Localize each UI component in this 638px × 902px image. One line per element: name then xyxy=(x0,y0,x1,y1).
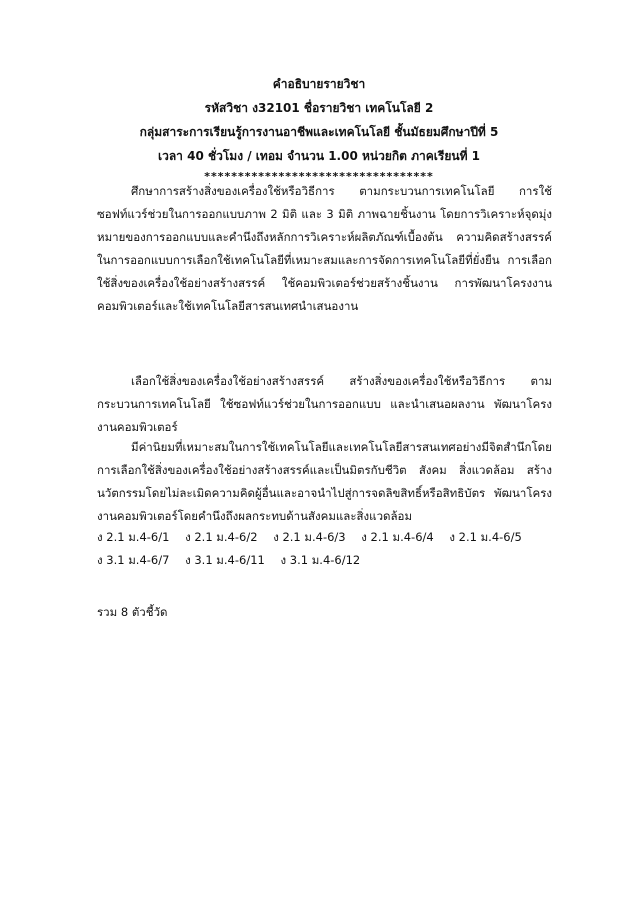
paragraph-values: มีค่านิยมที่เหมาะสมในการใช้เทคโนโลยีและเทคโนโลยีสารสนเทศอย่างมีจิตสำนึกโดยการเลือกใช้สิ่งของเครื่องใช้อย่างสร้างสรรค์และเป็นมิตรกับชีวิต สังคม สิ่งแวดล้อม สร้างนวัตกรรมโดยไม่ละเมิดความคิดผู้อื่นและอาจนำไปสู่การจดลิขสิทธิ์หรือสิทธิบัตร พัฒนาโครงงานคอมพิวเตอร์โดยคำนึงถึงผลกระทบด้านสังคมและสิ่งแวดล้อม xyxy=(97,440,552,523)
document-header xyxy=(0,72,638,186)
document-title: คำอธิบายรายวิชา xyxy=(272,77,366,91)
paragraph-study: ศึกษาการสร้างสิ่งของเครื่องใช้หรือวิธีการ ตามกระบวนการเทคโนโลยี การใช้ซอฟท์แวร์ช่วยในการออกแบบภาพ 2 มิติ และ 3 มิติ ภาพฉายชิ้นงาน โดยการวิเคราะห์จุดมุ่งหมายของการออกแบบและคำนึงถึงหลักการวิเคราะห์ผลิตภัณฑ์เบื้องต้น ความคิดสร้างสรรค์ ในการออกแบบการเลือกใช้เทคโนโลยีที่เหมาะสมและการจัดการเทคโนโลยีที่ยั่งยืน การเลือกใช้สิ่งของเครื่องใช้อย่างสร้างสรรค์ ใช้คอมพิวเตอร์ช่วยสร้างชิ้นงาน การพัฒนาโครงงานคอมพิวเตอร์และใช้เทคโนโลยีสารสนเทศนำเสนองาน xyxy=(97,184,552,313)
subject-group-line: กลุ่มสาระการเรียนรู้การงานอาชีพและเทคโนโลยี ชั้นมัธยมศึกษาปีที่ 5 xyxy=(139,125,499,139)
indicator-code: ง 2.1 ม.4-6/1 xyxy=(97,530,170,544)
time-credit-line: เวลา 40 ชั่วโมง / เทอม จำนวน 1.00 หน่วยกิต ภาคเรียนที่ 1 xyxy=(157,149,481,163)
indicator-code: ง 2.1 ม.4-6/5 xyxy=(449,530,522,544)
indicator-code: ง 2.1 ม.4-6/3 xyxy=(273,530,346,544)
indicator-total: รวม 8 ตัวชี้วัด xyxy=(97,605,168,619)
indicator-code: ง 2.1 ม.4-6/2 xyxy=(185,530,258,544)
paragraph-skills: เลือกใช้สิ่งของเครื่องใช้อย่างสร้างสรรค์ สร้างสิ่งของเครื่องใช้หรือวิธีการ ตามกระบวนการเทคโนโลยี ใช้ซอฟท์แวร์ช่วยในการออกแบบ และนำเสนอผลงาน พัฒนาโครงงานคอมพิวเตอร์ xyxy=(97,374,552,434)
indicator-code: ง 3.1 ม.4-6/12 xyxy=(280,553,361,567)
indicator-code: ง 2.1 ม.4-6/4 xyxy=(361,530,434,544)
course-line: รหัสวิชา ง32101 ชื่อรายวิชา เทคโนโลยี 2 xyxy=(204,101,434,115)
indicator-code: ง 3.1 ม.4-6/11 xyxy=(185,553,265,567)
indicator-list xyxy=(97,526,597,572)
indicator-code: ง 3.1 ม.4-6/7 xyxy=(97,553,170,567)
star-divider: ********************************** xyxy=(204,170,434,183)
